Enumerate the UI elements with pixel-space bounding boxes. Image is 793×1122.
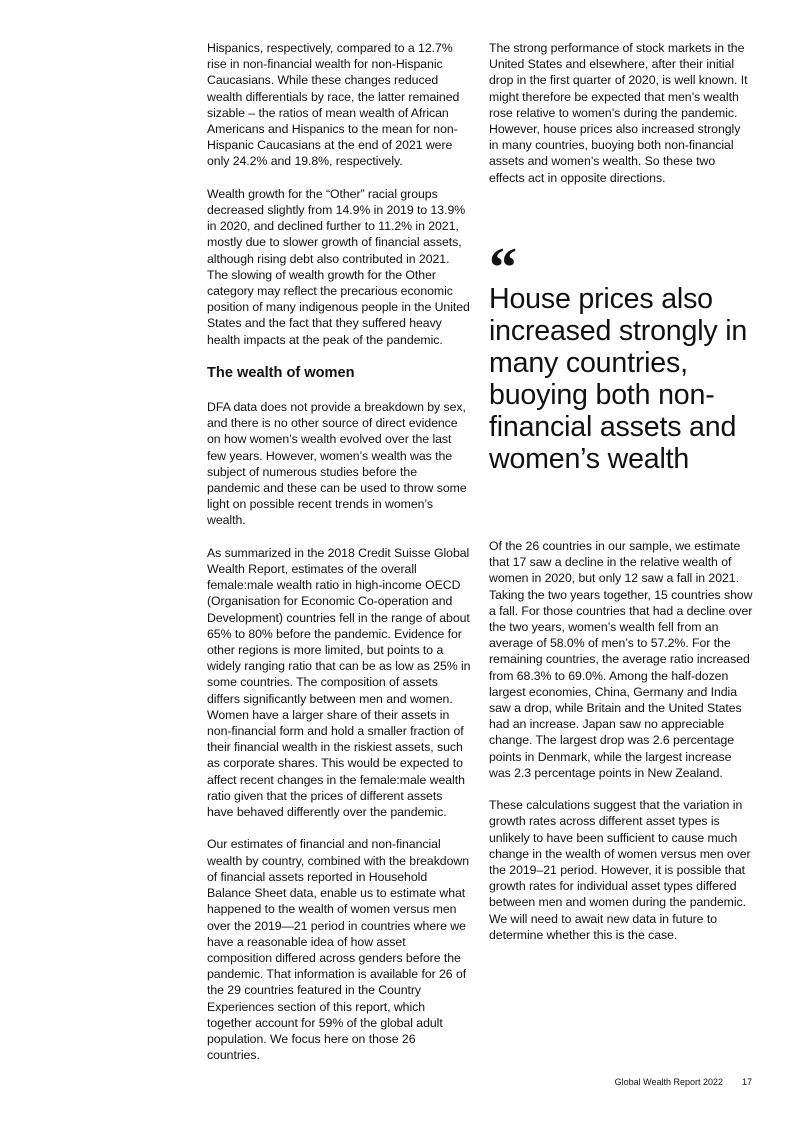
page-number: 17 [741, 1077, 752, 1087]
body-paragraph: As summarized in the 2018 Credit Suisse Global Wealth Report, estimates of the overall female:male wealth ratio in high-income OECD (Organisation for Economic Co-operation and Development) countries fell in the range of about 65% to 80% before the pandemic. Evidence for other regions is more limited, but points to a widely ranging ratio that can be as low as 25% in some countries. The composition of assets differs significantly between men and women. Women have a larger share of their assets in non-financial form and hold a smaller fraction of their financial wealth in the riskiest assets, such as corporate shares. This would be expected to affect recent changes in the female:male wealth ratio given that the prices of different assets have behaved differently over the pandemic. [207, 545, 471, 820]
body-paragraph: Our estimates of financial and non-financial wealth by country, combined with the breakdown of financial assets reported in Household Balance Sheet data, enable us to estimate what happened to the wealth of women versus men over the 2019—21 period in countries where we have a reasonable idea of how asset composition differed across genders before the pandemic. That information is available for 26 of the 29 countries featured in the Country Experiences section of this report, which together account for 59% of the global adult population. We focus here on those 26 countries. [207, 837, 469, 1063]
pull-quote: House prices also increased strongly in many countries, buoying both non-financial assets and women’s wealth [489, 283, 748, 475]
right-column-lower [489, 538, 753, 959]
body-paragraph: Of the 26 countries in our sample, we estimate that 17 saw a decline in the relative wealth of women in 2020, but only 12 saw a fall in 2021. Taking the two years together, 15 countries show a fall. For those countries that had a decline over the two years, women’s wealth fell from an average of 58.0% of men’s to 57.2%. For the remaining countries, the average ratio increased from 68.3% to 69.0%. Among the half-dozen largest economies, China, Germany and India saw a drop, while Britain and the United States had an increase. Japan saw no appreciable change. The largest drop was 2.6 percentage points in Denmark, while the largest increase was 2.3 percentage points in New Zealand. [489, 539, 753, 780]
section-heading: The wealth of women [207, 365, 355, 382]
quote-mark-icon: “ [489, 237, 517, 299]
body-paragraph: Hispanics, respectively, compared to a 12.7% rise in non-financial wealth for non-Hispanic Caucasians. While these changes reduced wealth differentials by race, the latter remained sizable – the ratios of mean wealth of African Americans and Hispanics to the mean for non-Hispanic Caucasians at the end of 2021 were only 24.2% and 19.8%, respectively. [207, 41, 460, 169]
body-paragraph: The strong performance of stock markets in the United States and elsewhere, after their initial drop in the first quarter of 2020, is well known. It might therefore be expected that men’s wealth rose relative to women’s during the pandemic. However, house prices also increased strongly in many countries, buoying both non-financial assets and women’s wealth. So these two effects act in opposite directions. [489, 41, 748, 185]
left-column [207, 40, 471, 1080]
body-paragraph: These calculations suggest that the variation in growth rates across different asset types is unlikely to have been sufficient to cause much change in the wealth of women versus men over the 2019–21 period. However, it is possible that growth rates for individual asset types differed between men and women during the pandemic. We will need to await new data in future to determine whether this is the case. [489, 798, 751, 942]
footer-report-title: Global Wealth Report 2022 [614, 1077, 723, 1087]
right-column-upper [489, 40, 753, 202]
body-paragraph: DFA data does not provide a breakdown by sex, and there is no other source of direct evidence on how women’s wealth evolved over the last few years. However, women’s wealth was the subject of numerous studies before the pandemic and these can be used to throw some light on possible recent trends in women’s wealth. [207, 400, 467, 528]
body-paragraph: Wealth growth for the “Other” racial groups decreased slightly from 14.9% in 2019 to 13.9% in 2020, and declined further to 11.2% in 2021, mostly due to slower growth of financial assets, although rising debt also contributed in 2021. The slowing of wealth growth for the Other category may reflect the precarious economic position of many indigenous people in the United States and the fact that they suffered heavy health impacts at the peak of the pandemic. [207, 186, 470, 347]
page-footer [0, 1074, 793, 1090]
